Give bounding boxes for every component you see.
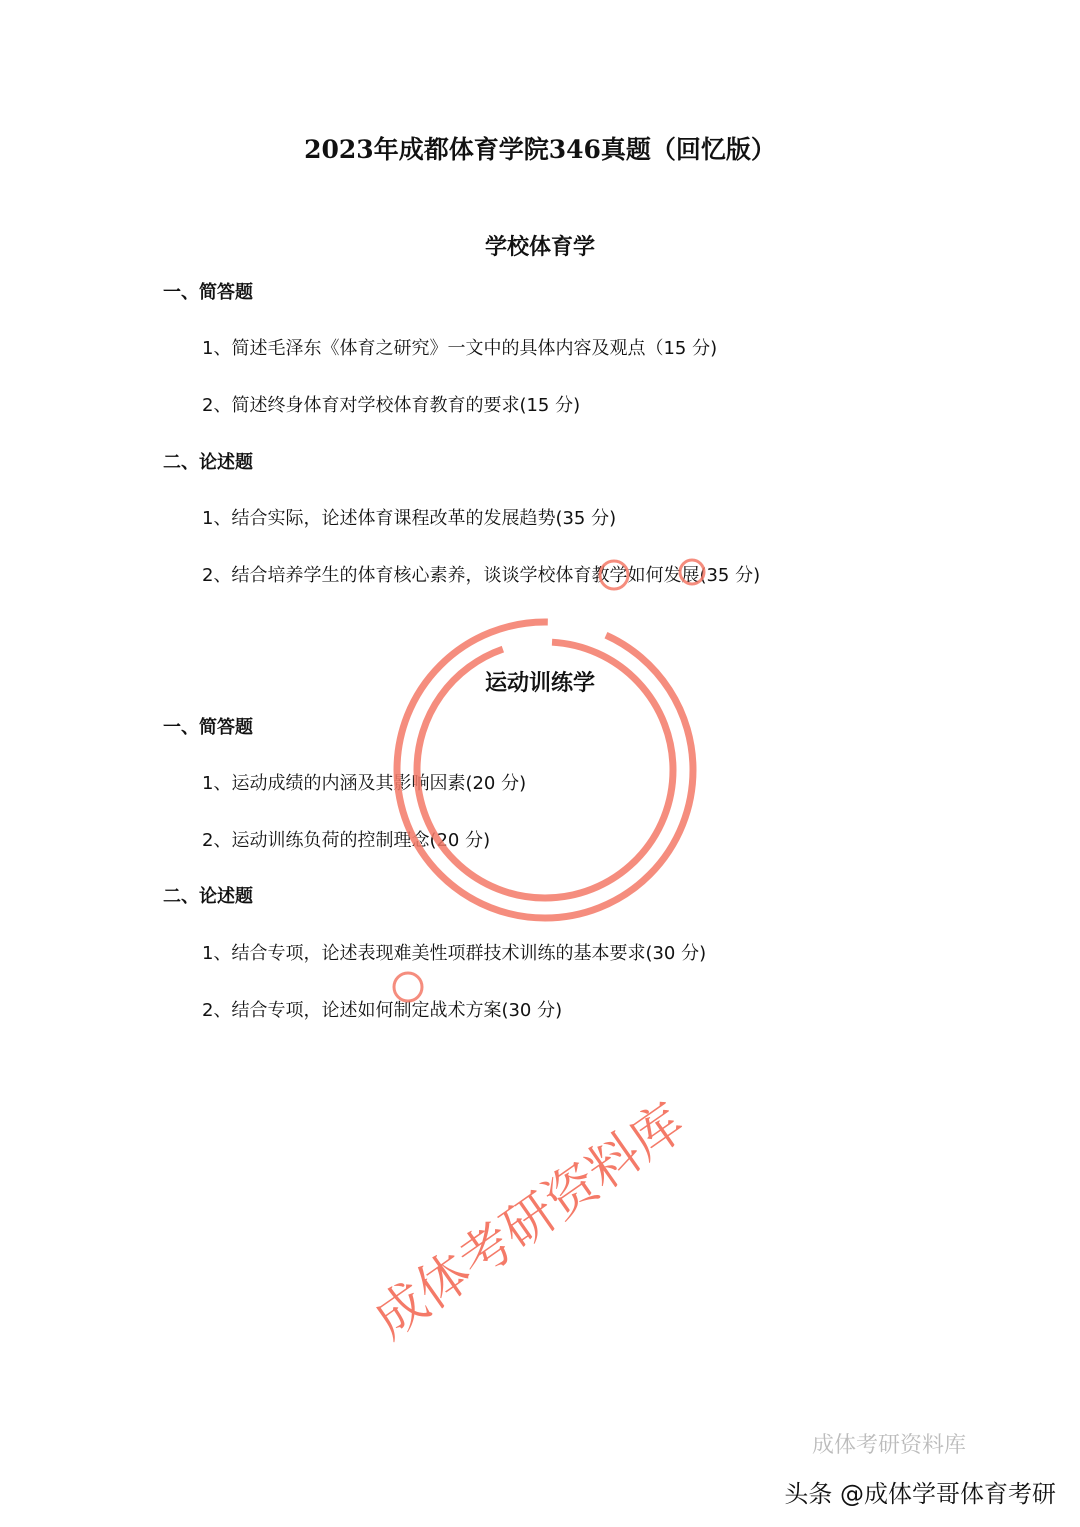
question: 1、结合实际，论述体育课程改革的发展趋势(35 分) <box>202 508 617 529</box>
footer-attribution: 头条 @成体学哥体育考研 <box>784 1480 1056 1508</box>
question: 2、运动训练负荷的控制理念(20 分) <box>202 830 491 851</box>
question: 2、简述终身体育对学校体育教育的要求(15 分) <box>202 395 581 416</box>
document-title: 2023年成都体育学院346真题（回忆版） <box>304 135 776 164</box>
question: 1、运动成绩的内涵及其影响因素(20 分) <box>202 773 527 794</box>
subject-title: 运动训练学 <box>484 671 595 696</box>
question: 1、结合专项，论述表现难美性项群技术训练的基本要求(30 分) <box>202 943 707 964</box>
section-heading: 一、简答题 <box>163 717 253 738</box>
section-heading: 二、论述题 <box>163 452 253 473</box>
subject-title: 学校体育学 <box>484 235 595 260</box>
question: 2、结合培养学生的体育核心素养，谈谈学校体育教学如何发展(35 分) <box>202 565 761 586</box>
section-heading: 二、论述题 <box>163 886 253 907</box>
question: 1、简述毛泽东《体育之研究》一文中的具体内容及观点（15 分) <box>202 338 718 359</box>
footer-faint-watermark: 成体考研资料库 <box>812 1433 967 1458</box>
watermark-text: 成体考研资料库 <box>363 1092 696 1351</box>
question: 2、结合专项，论述如何制定战术方案(30 分) <box>202 1000 563 1021</box>
section-heading: 一、简答题 <box>163 282 253 303</box>
